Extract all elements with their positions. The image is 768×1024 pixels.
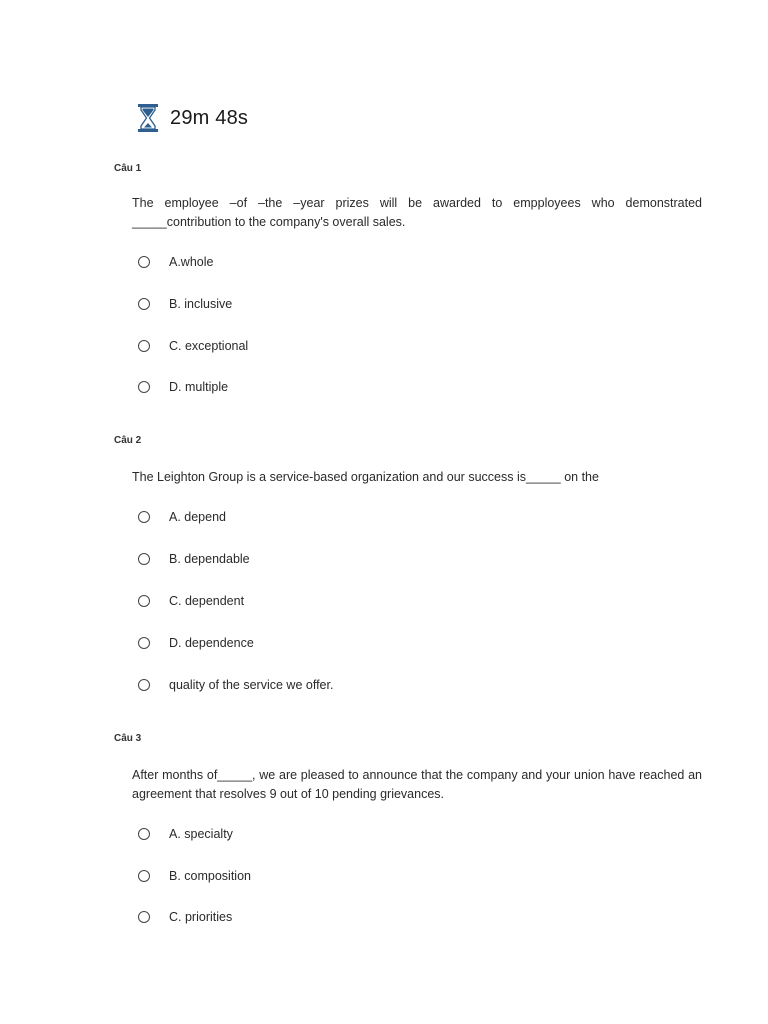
radio-button[interactable] <box>138 637 150 649</box>
question-2-option-b[interactable] <box>138 551 250 567</box>
option-label: B. composition <box>169 869 251 883</box>
option-label: D. multiple <box>169 380 229 394</box>
radio-button[interactable] <box>138 340 150 352</box>
radio-button[interactable] <box>138 911 150 923</box>
option-label: D. dependence <box>169 636 254 650</box>
radio-button[interactable] <box>138 256 150 268</box>
radio-button[interactable] <box>138 679 150 691</box>
question-2-title: Câu 2 <box>114 435 142 446</box>
question-2-text: The Leighton Group is a service-based organization and our success is_____ on the <box>132 470 599 484</box>
option-label: A. depend <box>169 510 226 524</box>
question-2-option-d[interactable] <box>138 635 254 651</box>
question-2-option-a[interactable] <box>138 509 226 525</box>
radio-button[interactable] <box>138 553 150 565</box>
question-2-option-e[interactable] <box>138 677 333 693</box>
hourglass-icon <box>137 103 159 133</box>
option-label: A.whole <box>169 255 214 269</box>
question-1-option-b[interactable] <box>138 296 232 312</box>
question-1-option-d[interactable] <box>138 379 228 395</box>
timer-remaining: 29m 48s <box>170 106 249 129</box>
option-label: B. inclusive <box>169 297 233 311</box>
option-label: C. exceptional <box>169 339 249 353</box>
option-label: B. dependable <box>169 552 250 566</box>
option-label: A. specialty <box>169 827 233 841</box>
question-3-option-a[interactable] <box>138 826 233 842</box>
countdown-timer <box>137 103 248 133</box>
radio-button[interactable] <box>138 828 150 840</box>
question-1-option-c[interactable] <box>138 338 248 354</box>
radio-button[interactable] <box>138 298 150 310</box>
option-label: quality of the service we offer. <box>169 678 334 692</box>
radio-button[interactable] <box>138 511 150 523</box>
option-label: C. priorities <box>169 910 233 924</box>
question-2-option-c[interactable] <box>138 593 244 609</box>
question-1-option-a[interactable] <box>138 254 213 270</box>
question-3-title: Câu 3 <box>114 733 142 744</box>
question-3-option-c[interactable] <box>138 909 232 925</box>
question-3-option-b[interactable] <box>138 868 251 884</box>
radio-button[interactable] <box>138 870 150 882</box>
question-3-text: After months of_____, we are pleased to announce that the company and your union have reached an agreement that resolves 9 out of 10 pending grievances. <box>132 768 702 801</box>
question-1-text: The employee –of –the –year prizes will be awarded to empployees who demonstrated _____contribution to the company's overall sales. <box>132 196 702 229</box>
option-label: C. dependent <box>169 594 245 608</box>
radio-button[interactable] <box>138 595 150 607</box>
question-1-title: Câu 1 <box>114 163 142 174</box>
radio-button[interactable] <box>138 381 150 393</box>
